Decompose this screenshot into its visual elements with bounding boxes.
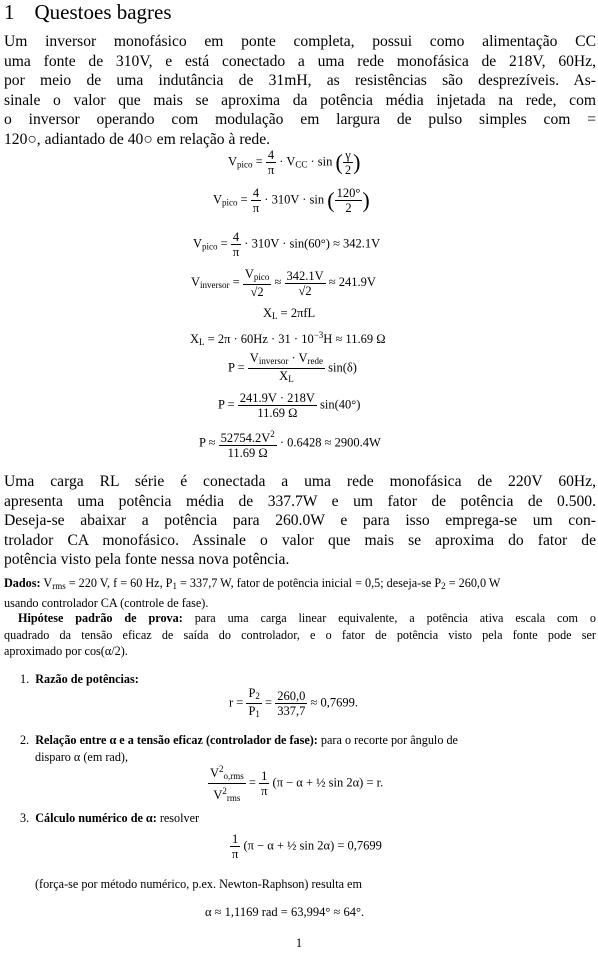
q1-line: Um inversor monofásico em ponte completa, possui como alimentação CC: [4, 33, 596, 50]
hipotese-block: Hipótese padrão de prova: para uma carga linear equivalente, a potência ativa escala com o quadrado da tensão eficaz de saída do controlador, e o fator de potência visto pela fonte pode ser aproximado por cos(α/2).: [4, 611, 597, 658]
equation-power-substituted: P = $\frac{241.9V \cdot 218V}{11.69 \Omega}$ sin(40°): [218, 391, 361, 420]
equation-vpico-substituted: $V_{pico}$ = $\frac{4}{\pi}$ · 310V · sin ( $\frac{120^\circ}{2}$ ): [213, 186, 370, 215]
question-1-text: [4, 32, 596, 149]
q2-line: apresenta uma potência média de 337.7W e um fator de potência de 0.500.: [4, 492, 596, 510]
equation-power-formula: P = $\frac{V_{inversor} \cdot V_{rede}}{X_L}$ sin(δ): [228, 351, 357, 384]
q1-line: 120○, adiantado de 40○ em relação à rede.: [4, 130, 271, 148]
q2-line: potência visto pela fonte nessa nova potência.: [4, 551, 290, 568]
step-1-heading: 1. Razão de potências:: [20, 672, 139, 686]
step-2-heading: 2. Relação entre α e a tensão eficaz (controlador de fase): para o recorte por ângulo de disparo α (em rad),: [20, 733, 458, 764]
q2-line: Uma carga RL série é conectada a uma rede monofásica de 220V 60Hz,: [4, 473, 596, 490]
equation-xl-value: $X_L = 2\pi \cdot 60Hz \cdot 31 \cdot 10^{-3}H \approx 11.69$ Ω: [190, 330, 386, 347]
step-3-text: (força-se por método numérico, p.ex. Newton-Raphson) resulta em: [35, 877, 362, 891]
equation-vinversor: $V_{inversor}$ = $\frac{V_{pico}}{√2}$ ≈ $\frac{342.1V}{√2}$ ≈ 241.9V: [191, 267, 376, 299]
dados-block: Dados: $V_{rms} = 220$ V, f = 60 Hz, $P_1 = 337,7$ W, fator de potência inicial = 0,5; deseja-se $P_2 = 260,0$ W usando controlador CA (controle de fase).: [4, 576, 501, 610]
equation-vpico-result: $V_{pico}$ = $\frac{4}{\pi}$ · 310V · sin(60°) ≈ 342.1V: [193, 230, 381, 259]
step-3-result: α ≈ 1,1169 rad = 63,994° ≈ 64°.: [205, 905, 365, 919]
step-3-equation: $\frac{1}{\pi}$ (π − α + ½ sin 2α) = 0,7699: [232, 832, 382, 861]
step-1-equation: r = $\frac{P_2}{P_1}$ = $\frac{260,0}{337,7}$ ≈ 0,7699.: [229, 686, 358, 719]
section-title: Questoes bagres: [34, 0, 172, 24]
equation-vpico-general: $V_{pico}$ = $\frac{4}{\pi}$ · $V_{CC} \cdot \sin$ ( $\frac{\gamma}{2}$ ): [228, 148, 361, 177]
section-number: 1: [4, 0, 15, 24]
step-2-equation: $\frac{V^2_{o,rms}}{V^2_{rms}}$ = $\frac{1}{\pi}$ (π − α + ½ sin 2α) = r.: [210, 764, 384, 803]
equation-power-result: P ≈ $\frac{52754.2V^2}{11.69 \Omega}$ · 0.6428 ≈ 2900.4W: [199, 429, 381, 460]
q2-line: Deseja-se abaixar a potência para 260.0W e para isso emprega-se um con-: [4, 512, 596, 529]
equation-xl-formula: $X_L = 2\pi fL$: [263, 306, 316, 321]
step-3-heading: 3. Cálculo numérico de α: resolver: [20, 811, 200, 825]
page-number: 1: [295, 936, 303, 950]
q1-line: o inversor operando com modulação em largura de pulso simples com =: [4, 111, 596, 128]
q1-line: sinale o valor que mais se aproxima da potência média injetada na rede, com: [4, 91, 596, 109]
q1-line: por meio de uma indutância de 31mH, as resistências são desprezíveis. As-: [4, 72, 596, 89]
question-2-text: [4, 472, 596, 570]
q2-line: trolador CA monofásico. Assinale o valor que mais se aproxima do fator de: [4, 531, 596, 549]
q1-line: uma fonte de 310V, e está conectado a uma rede monofásica de 218V, 60Hz,: [4, 52, 596, 70]
section-heading: [4, 0, 172, 25]
